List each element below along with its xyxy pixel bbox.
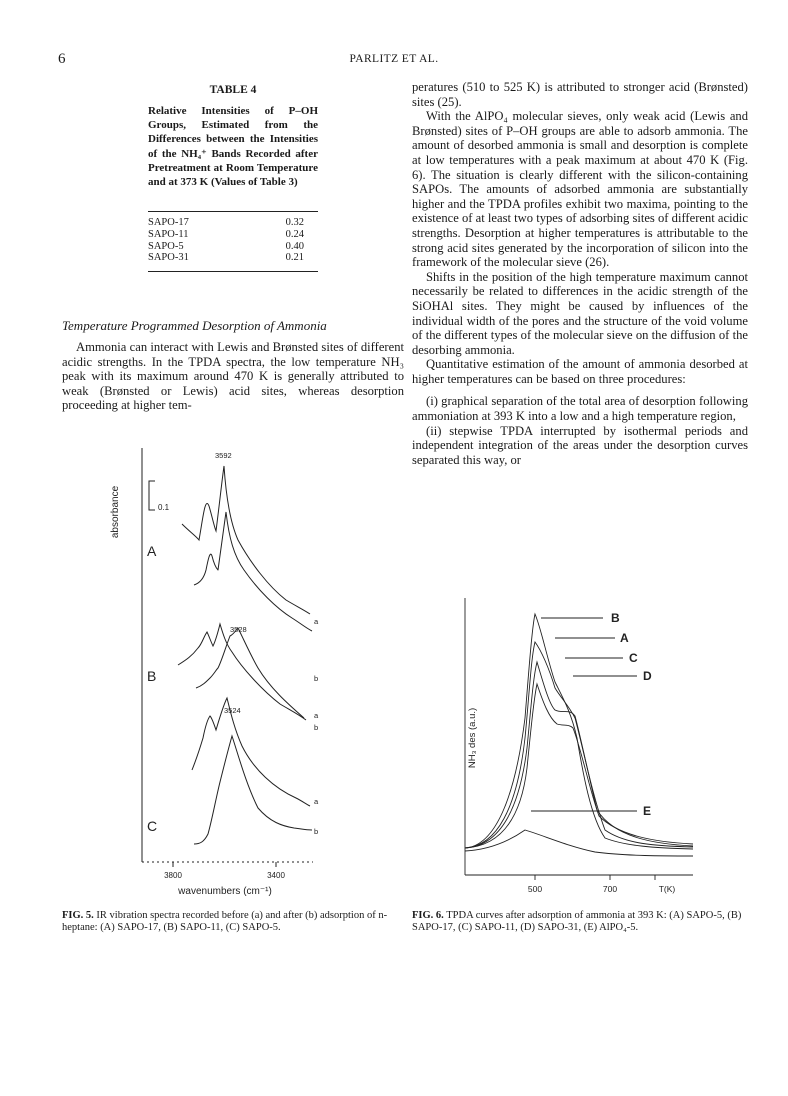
figure-5-caption [62, 910, 404, 934]
curve-label: C [629, 651, 638, 665]
spectrum-a-sapo11-before [178, 624, 306, 720]
figure-5-ir-spectra [108, 448, 323, 903]
table-cell-name: SAPO-11 [148, 228, 189, 240]
table-cell-value: 0.32 [285, 217, 304, 228]
table-cell-value: 0.40 [285, 240, 304, 252]
right-column-text [412, 80, 748, 467]
caption-label: FIG. 6. [412, 910, 444, 921]
table-cell-name: SAPO-31 [148, 252, 189, 264]
list-item: (i) graphical separation of the total area of desorption following ammoniation at 393 K into a low and a high temperature region, [412, 394, 748, 424]
curve-label: a [314, 617, 319, 626]
y-axis-label: NH₃ des (a.u.) [467, 707, 478, 769]
spectrum-a-sapo5-before [192, 698, 310, 806]
x-axis-label: T(K) [658, 884, 676, 894]
caption-label: FIG. 5. [62, 910, 94, 921]
page-number: 6 [58, 51, 66, 67]
x-tick-label: 500 [527, 884, 543, 894]
spectrum-b-sapo5-after [194, 736, 312, 844]
curve-label: b [314, 674, 319, 683]
spectrum-a-sapo17-before [182, 466, 310, 614]
table-row [148, 217, 318, 229]
curve-label: B [611, 611, 620, 625]
curve-label: b [314, 827, 319, 836]
section-heading: Temperature Programmed Desorption of Ammonia [62, 318, 327, 333]
table-title: TABLE 4 [209, 84, 257, 96]
peak-label: 3592 [215, 451, 232, 460]
scale-bar [149, 481, 155, 510]
running-head: PARLITZ ET AL. [349, 53, 439, 65]
curve-c-sapo11 [465, 662, 693, 848]
x-tick-label: 700 [602, 884, 618, 894]
x-tick-label: 3400 [267, 871, 285, 880]
curve-label: E [643, 804, 652, 818]
curve-d-sapo31 [465, 684, 693, 848]
peak-label: 3528 [230, 625, 247, 634]
curve-label: a [314, 711, 319, 720]
paragraph: peratures (510 to 525 K) is attributed to stronger acid (Brønsted) sites (25). [412, 80, 748, 109]
curve-label: D [643, 669, 652, 683]
left-column-text [62, 340, 404, 413]
table-cell-value: 0.24 [285, 228, 304, 240]
group-label: B [147, 668, 157, 684]
spectrum-b-sapo11-after [196, 628, 304, 718]
paragraph: Shifts in the position of the high temperature maximum cannot necessarily be related to differences in the acidic strength of the SiOHAl sites. They might be caused by influences of the individual width of the pores and the structure of the void volume of the different types of the molecular sieve on the diffusion of the desorbing ammonia. [412, 269, 748, 357]
peak-label: 3524 [224, 706, 241, 715]
scale-label: 0.1 [158, 503, 170, 512]
curve-label: b [314, 723, 319, 732]
paragraph: Ammonia can interact with Lewis and Brønsted sites of different acidic strengths. In the TPDA spectra, the low temperature NH₃ peak with its maximum around 470 K is generally attributed to weak (Brønsted or Lewis) acid sites, whereas desorption proceeding at higher tem- [62, 340, 404, 413]
curve-label: A [620, 631, 629, 645]
paragraph: With the AlPO₄ molecular sieves, only weak acid (Lewis and Brønsted) sites of P–OH groups are able to adsorb ammonia. The amount of desorbed ammonia is small and desorption is complete at low temperatures with a peak maximum at about 470 K (Fig. 6). The situation is clearly different with the silicon-containing SAPOs. The amounts of adsorbed ammonia are substantially higher and the TPDA profiles exhibit two maxima, pointing to the existence of at least two types of adsorbing sites of different acidic strengths. Desorption at higher temperatures is attributable to the strong acid sites generated by the incorporation of silicon into the framework of the molecular sieve (26). [412, 109, 748, 270]
table-cell-value: 0.21 [285, 252, 304, 264]
x-axis-label: wavenumbers (cm⁻¹) [178, 886, 272, 897]
paragraph: Quantitative estimation of the amount of ammonia desorbed at higher temperatures can be based on three procedures: [412, 357, 748, 386]
spectrum-b-sapo17-after [194, 512, 312, 631]
caption-text: IR vibration spectra recorded before (a) and after (b) adsorption of n-heptane: (A) SAPO-17, (B) SAPO-11, (C) SAPO-5. [62, 910, 388, 933]
caption-text: TPDA curves after adsorption of ammonia at 393 K: (A) SAPO-5, (B) SAPO-17, (C) SAPO-11, (D) SAPO-31, (E) AlPO₄-5. [412, 910, 742, 933]
y-axis-label: absorbance [110, 485, 121, 539]
table-caption: Relative Intensities of P–OH Groups, Estimated from the Differences between the Intensities of the NH₄⁺ Bands Recorded after Pretreatment at Room Temperature and at 373 K (Values of Table 3) [148, 105, 318, 189]
table-4 [148, 211, 318, 272]
table-row [148, 252, 318, 264]
table-row [148, 241, 318, 253]
x-tick-label: 3800 [164, 871, 182, 880]
group-label: C [147, 818, 158, 834]
figure-6-tpda-curves [455, 598, 705, 903]
table-row [148, 229, 318, 241]
list-item: (ii) stepwise TPDA interrupted by isothermal periods and independent integration of the areas under the desorption curves separated this way, or [412, 423, 748, 467]
table-cell-name: SAPO-5 [148, 240, 184, 252]
curve-label: a [314, 797, 319, 806]
table-cell-name: SAPO-17 [148, 217, 189, 228]
group-label: A [147, 543, 157, 559]
figure-6-caption [412, 910, 748, 934]
